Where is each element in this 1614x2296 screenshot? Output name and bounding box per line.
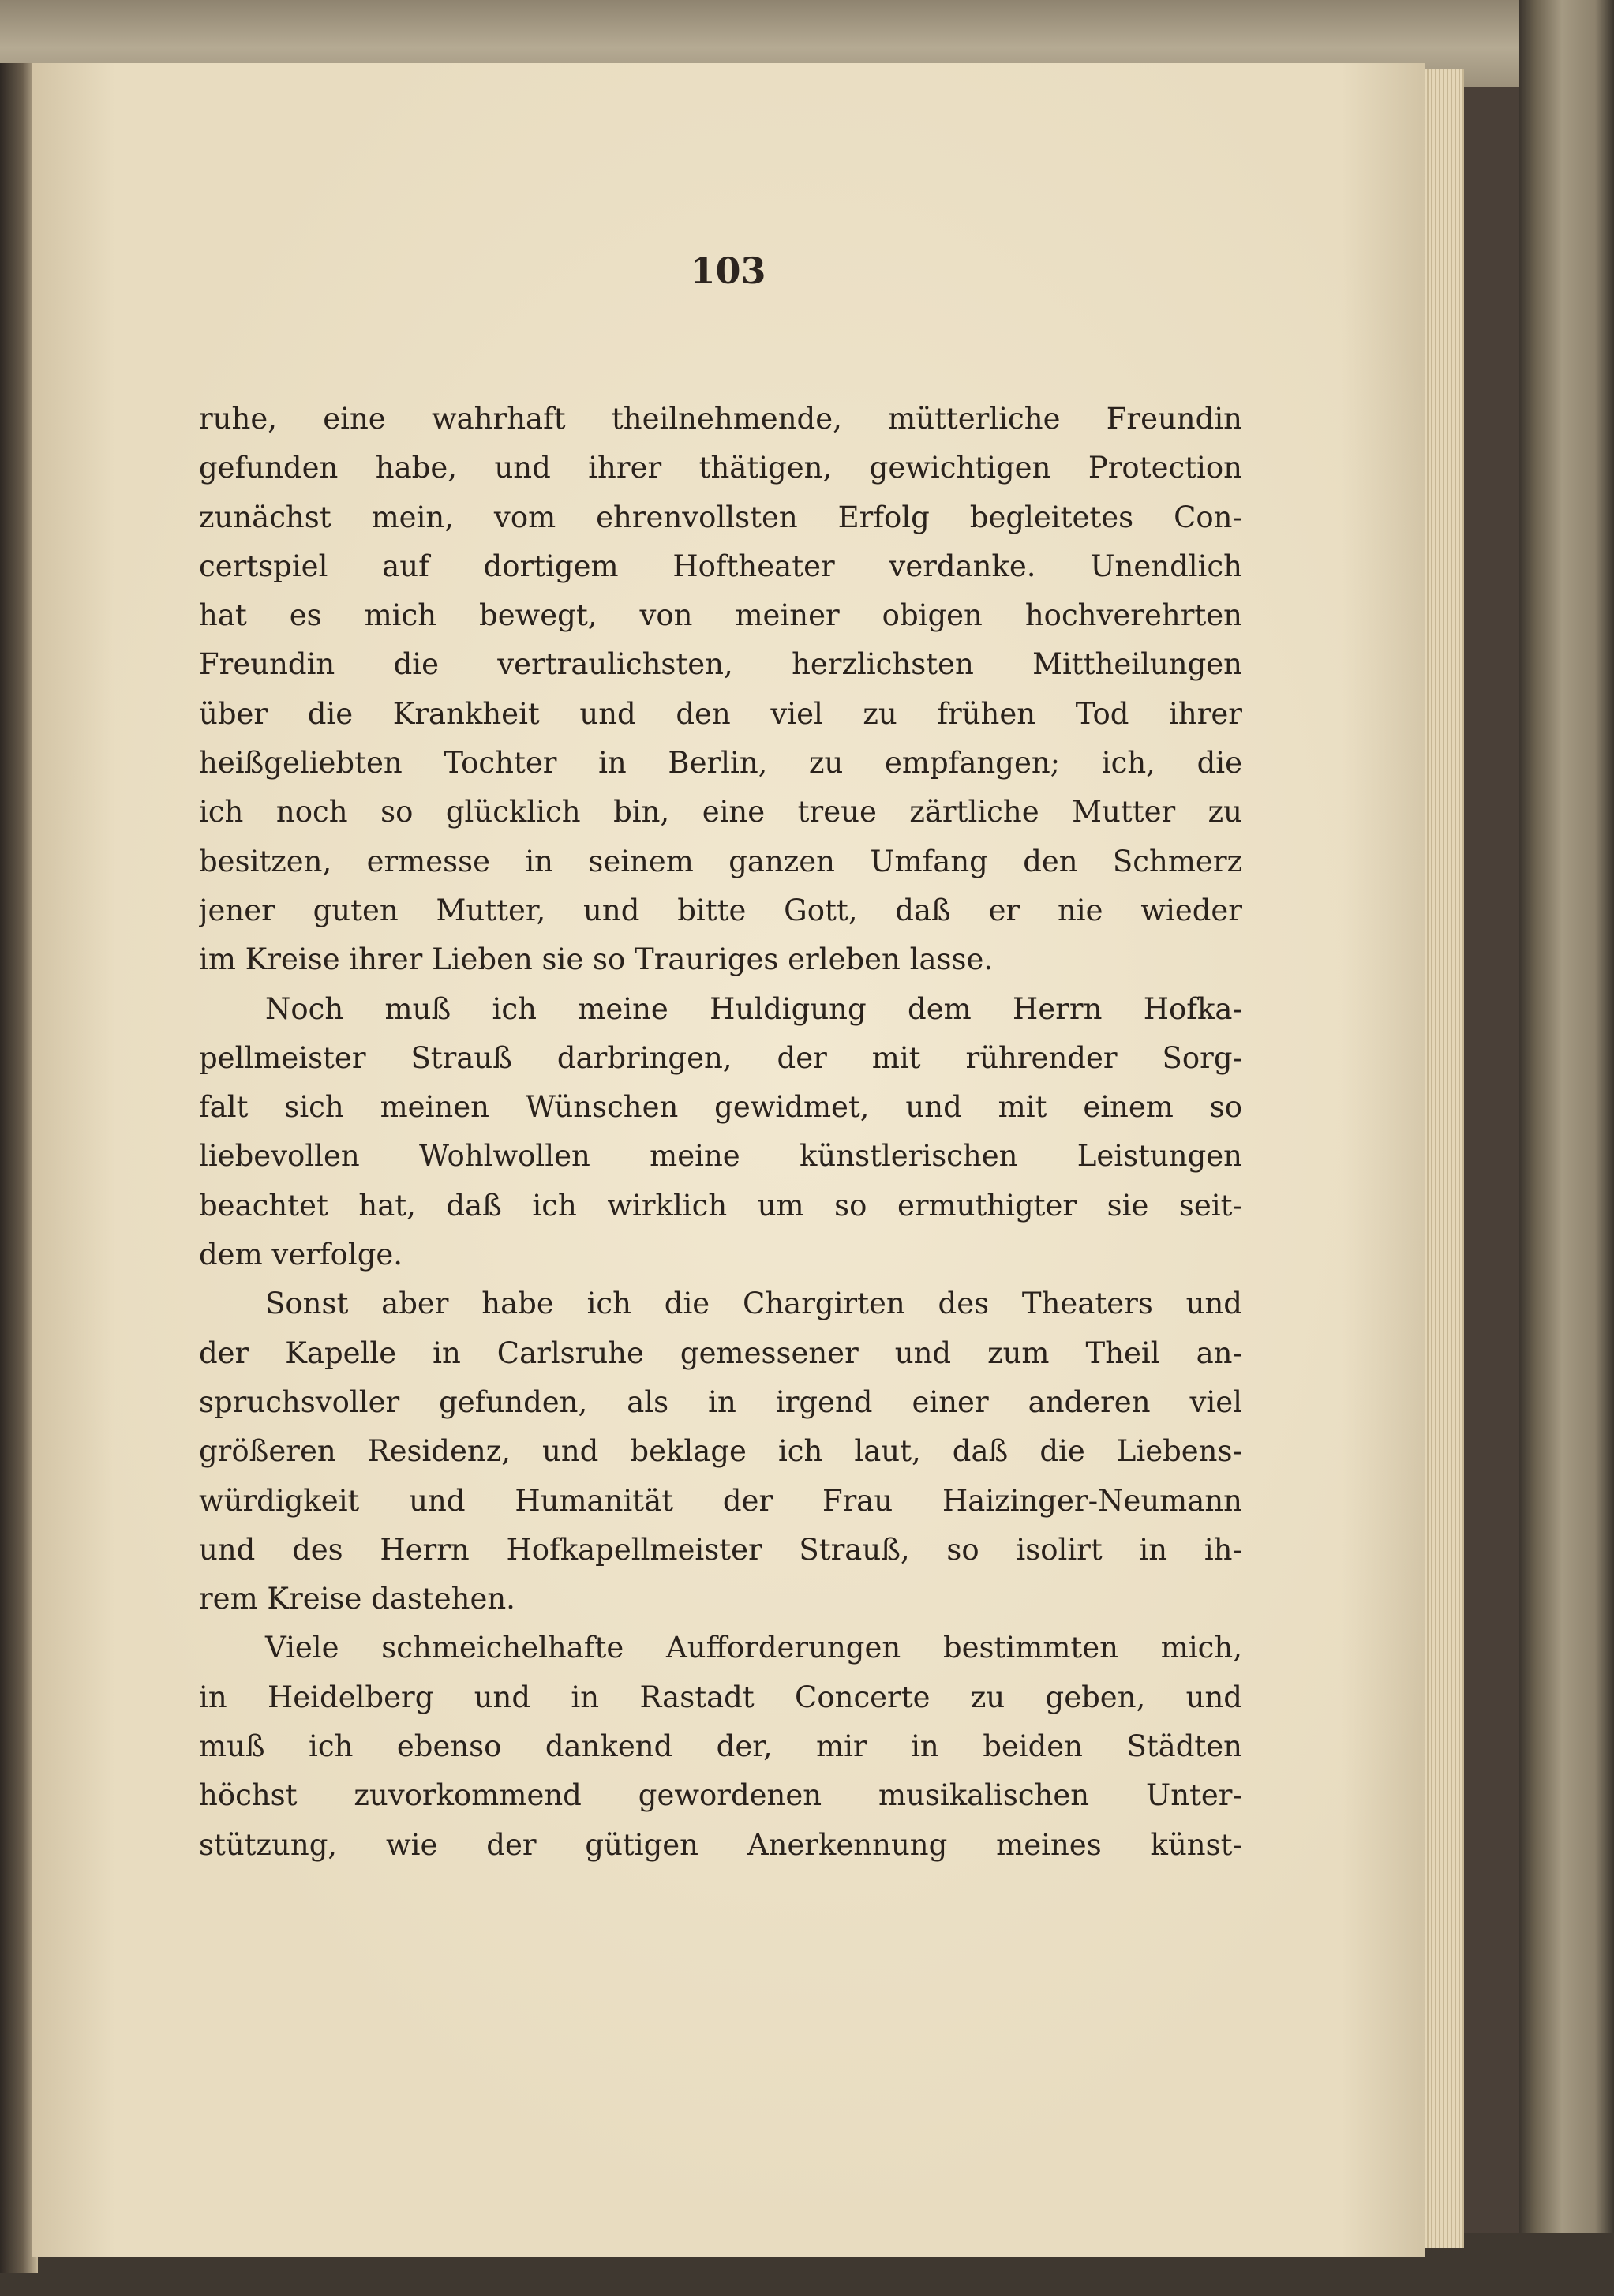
- text-line: heißgeliebten Tochter in Berlin, zu empfangen; ich, die: [199, 746, 1242, 781]
- text-line: besitzen, ermesse in seinem ganzen Umfang den Schmerz: [199, 844, 1242, 878]
- text-line: muß ich ebenso dankend der, mir in beiden Städten: [199, 1729, 1242, 1764]
- text-line: würdigkeit und Humanität der Frau Haizinger-Neumann: [199, 1483, 1242, 1518]
- text-line: liebevollen Wohlwollen meine künstlerischen Leistungen: [199, 1139, 1242, 1174]
- text-line: stützung, wie der gütigen Anerkennung meines künst-: [199, 1827, 1242, 1862]
- text-line: und des Herrn Hofkapellmeister Strauß, so isolirt in ih-: [199, 1532, 1242, 1567]
- body-text: [199, 395, 1242, 1870]
- text-line: dem verfolge.: [199, 1238, 403, 1272]
- text-line: gefunden habe, und ihrer thätigen, gewichtigen Protection: [199, 451, 1242, 485]
- text-line: certspiel auf dortigem Hoftheater verdanke. Unendlich: [199, 549, 1242, 583]
- text-line: hat es mich bewegt, von meiner obigen hochverehrten: [199, 598, 1242, 633]
- text-line: im Kreise ihrer Lieben sie so Trauriges erleben lasse.: [199, 942, 994, 977]
- text-line: ich noch so glücklich bin, eine treue zärtliche Mutter zu: [199, 795, 1242, 830]
- text-line: der Kapelle in Carlsruhe gemessener und zum Theil an-: [199, 1335, 1242, 1370]
- text-line: in Heidelberg und in Rastadt Concerte zu geben, und: [199, 1680, 1242, 1714]
- text-line: über die Krankheit und den viel zu frühen Tod ihrer: [199, 696, 1242, 731]
- text-line: falt sich meinen Wünschen gewidmet, und mit einem so: [199, 1090, 1242, 1125]
- text-line: Freundin die vertraulichsten, herzlichsten Mittheilungen: [199, 647, 1242, 682]
- text-line: größeren Residenz, und beklage ich laut, daß die Liebens-: [199, 1434, 1242, 1469]
- text-line: Sonst aber habe ich die Chargirten des Theaters und: [265, 1287, 1242, 1321]
- text-line: zunächst mein, vom ehrenvollsten Erfolg begleitetes Con-: [199, 500, 1242, 534]
- text-line: ruhe, eine wahrhaft theilnehmende, mütterliche Freundin: [199, 402, 1242, 436]
- text-line: pellmeister Strauß darbringen, der mit rührender Sorg-: [199, 1040, 1242, 1075]
- book-cover-right-edge: [1519, 0, 1614, 2296]
- book-page: [32, 63, 1425, 2257]
- text-line: Noch muß ich meine Huldigung dem Herrn Hofka-: [265, 991, 1242, 1026]
- text-line: rem Kreise dastehen.: [199, 1582, 515, 1616]
- page-number: 103: [690, 249, 766, 292]
- text-line: höchst zuvorkommend gewordenen musikalischen Unter-: [199, 1778, 1242, 1813]
- text-line: jener guten Mutter, und bitte Gott, daß er nie wieder: [199, 893, 1242, 927]
- text-line: Viele schmeichelhafte Aufforderungen bestimmten mich,: [265, 1631, 1242, 1665]
- text-line: beachtet hat, daß ich wirklich um so ermuthigter sie seit-: [199, 1188, 1242, 1223]
- text-line: spruchsvoller gefunden, als in irgend einer anderen viel: [199, 1384, 1242, 1419]
